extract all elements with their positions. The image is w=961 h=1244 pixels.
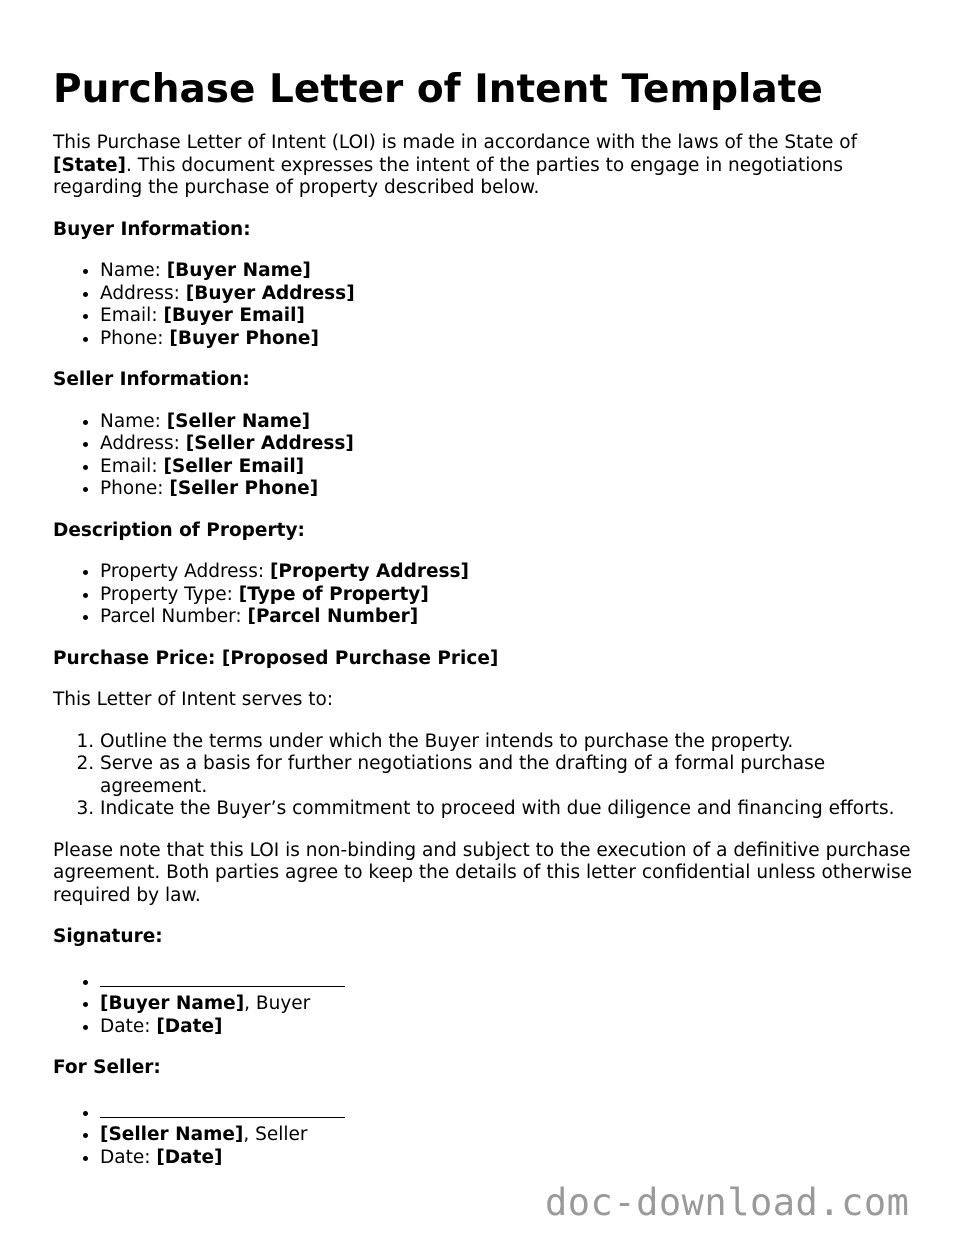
item-label: Property Type: — [100, 583, 239, 605]
state-placeholder: [State] — [53, 154, 126, 176]
seller-signature-name-item — [100, 1124, 923, 1147]
price-value: [Proposed Purchase Price] — [221, 647, 499, 669]
item-value: [Seller Phone] — [169, 478, 319, 499]
item-label: Name: — [100, 410, 167, 432]
property-address-item — [100, 561, 923, 584]
item-value: [Seller Address] — [185, 433, 354, 454]
item-value: [Buyer Address] — [185, 282, 355, 304]
seller-signature-list — [53, 1099, 923, 1170]
item-value: [Seller Email] — [163, 455, 305, 477]
buyer-signature-line-item — [100, 968, 923, 994]
signature-line — [100, 968, 345, 987]
signer-name: [Seller Name] — [100, 1124, 244, 1145]
seller-name-item — [100, 411, 923, 434]
seller-email-item — [100, 456, 923, 479]
item-label: Name: — [100, 260, 167, 281]
item-label: Property Address: — [100, 561, 270, 582]
purposes-list — [53, 731, 923, 821]
buyer-phone-item — [100, 328, 923, 351]
seller-address-item — [100, 433, 923, 456]
seller-phone-item — [100, 478, 923, 501]
date-value: [Date] — [156, 1015, 223, 1037]
purpose-item: 3. Indicate the Buyer’s commitment to proceed with due diligence and financing efforts. — [100, 798, 923, 821]
property-list — [53, 561, 923, 629]
date-label: Date: — [100, 1146, 157, 1168]
for-seller-heading: For Seller: — [53, 1057, 161, 1078]
buyer-info-heading: Buyer Information: — [53, 218, 251, 240]
purpose-item: 2. Serve as a basis for further negotiations and the drafting of a formal purchase agreement. — [100, 753, 923, 798]
signature-line — [100, 1099, 345, 1118]
page-title: Purchase Letter of Intent Template — [53, 67, 823, 112]
property-type-item — [100, 584, 923, 607]
item-label: Phone: — [100, 478, 170, 499]
buyer-email-item — [100, 305, 923, 328]
purchase-price-heading — [53, 648, 923, 671]
item-value: [Buyer Name] — [166, 260, 311, 281]
date-value: [Date] — [156, 1146, 223, 1168]
item-value: [Buyer Phone] — [169, 327, 319, 349]
item-label: Parcel Number: — [100, 606, 248, 627]
item-label: Address: — [100, 433, 186, 454]
seller-info-heading: Seller Information: — [53, 369, 250, 390]
item-label: Phone: — [100, 327, 170, 349]
date-label: Date: — [100, 1015, 157, 1037]
item-value: [Buyer Email] — [163, 305, 305, 326]
buyer-info-list — [53, 260, 923, 350]
seller-info-list — [53, 411, 923, 501]
seller-signature-date-item — [100, 1147, 923, 1170]
note-paragraph: Please note that this LOI is non-binding and subject to the execution of a definitive purchase agreement. Both parties agree to keep the details of this letter confidential unless otherwise required by law. — [53, 839, 913, 906]
buyer-name-item — [100, 260, 923, 283]
watermark: doc-download.com — [545, 1181, 910, 1224]
item-value: [Property Address] — [269, 561, 470, 582]
intro-paragraph — [53, 132, 923, 200]
item-label: Email: — [100, 305, 164, 326]
item-value: [Parcel Number] — [247, 606, 419, 627]
buyer-address-item — [100, 283, 923, 306]
intro-text-1: This Purchase Letter of Intent (LOI) is made in accordance with the laws of the State of — [53, 132, 858, 153]
property-heading: Description of Property: — [53, 519, 305, 541]
document-page — [53, 62, 923, 1188]
serves-intro: This Letter of Intent serves to: — [53, 689, 334, 710]
purpose-item: 1. Outline the terms under which the Buyer intends to purchase the property. — [100, 731, 923, 754]
signer-role: , Buyer — [244, 993, 311, 1014]
item-label: Email: — [100, 455, 164, 477]
signature-heading: Signature: — [53, 926, 163, 947]
buyer-signature-name-item — [100, 993, 923, 1016]
signer-name: [Buyer Name] — [100, 993, 245, 1014]
seller-signature-line-item — [100, 1099, 923, 1125]
signer-role: , Seller — [243, 1124, 308, 1145]
buyer-signature-date-item — [100, 1016, 923, 1039]
item-value: [Type of Property] — [238, 583, 429, 605]
price-label: Purchase Price: — [53, 647, 222, 669]
parcel-number-item — [100, 606, 923, 629]
intro-text-2: . This document expresses the intent of the parties to engage in negotiations regarding the purchase of property described below. — [53, 154, 844, 198]
item-label: Address: — [100, 282, 186, 304]
item-value: [Seller Name] — [166, 410, 311, 432]
buyer-signature-list — [53, 968, 923, 1039]
